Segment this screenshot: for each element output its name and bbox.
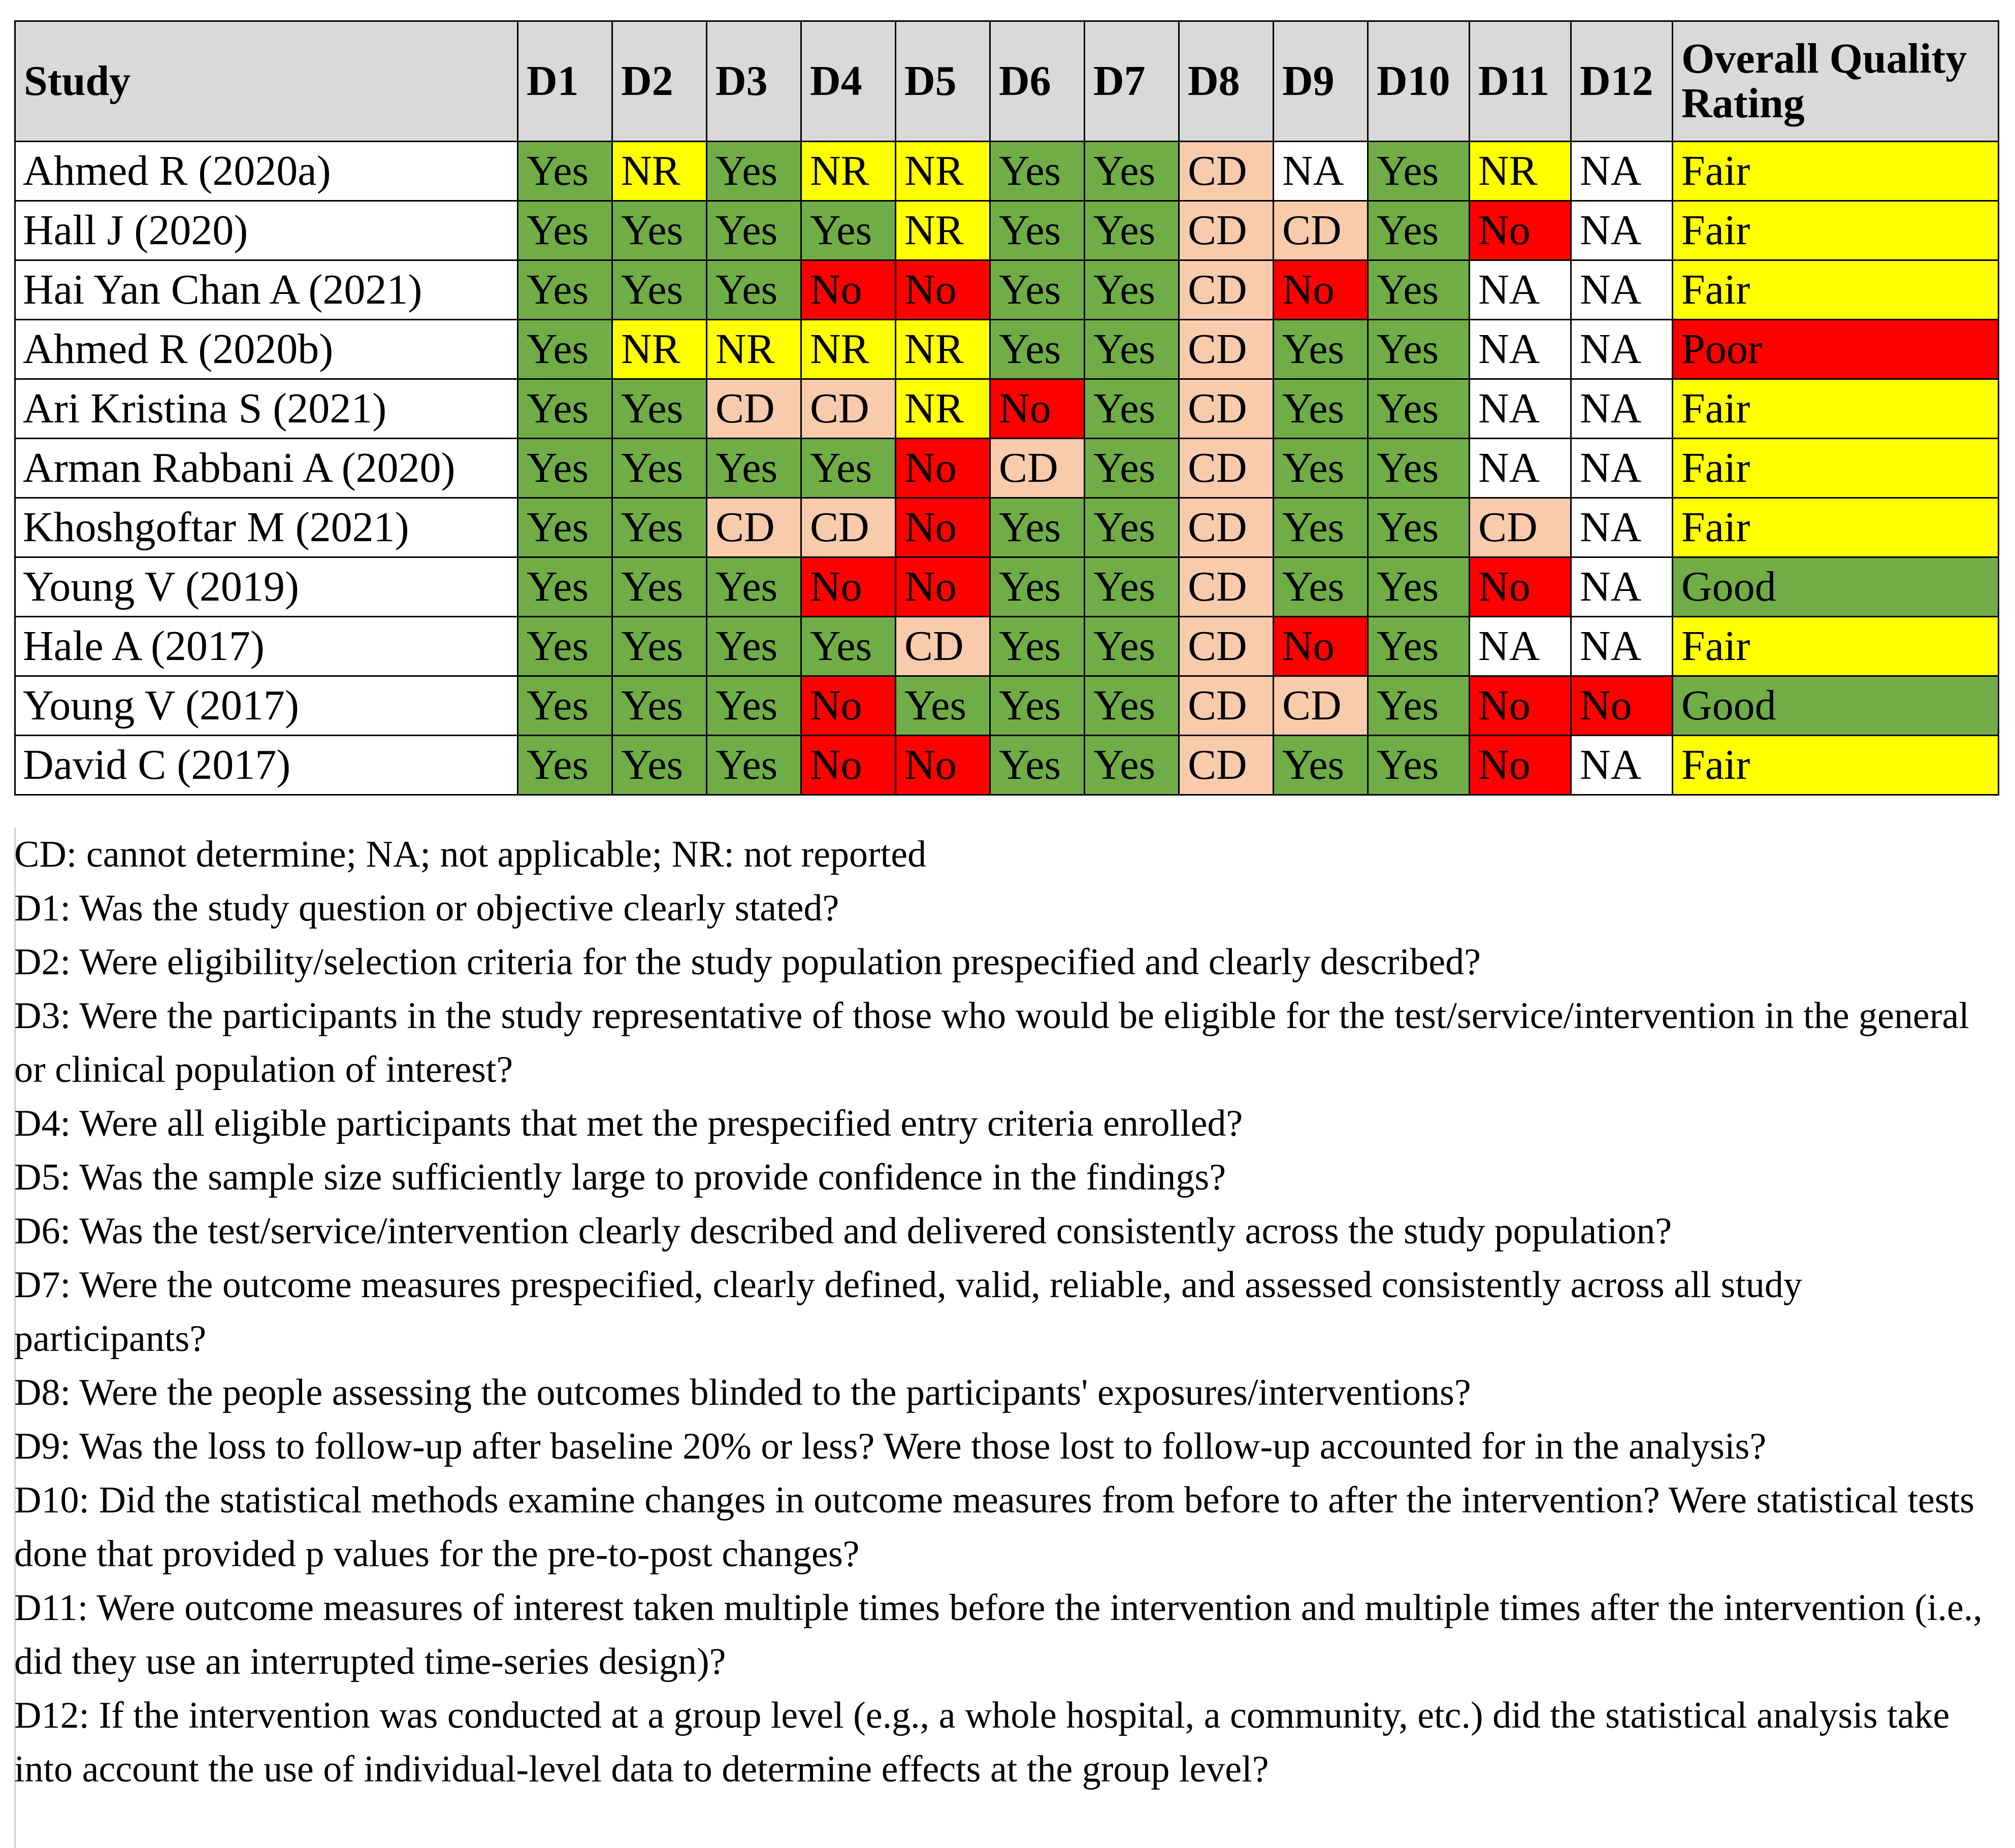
- rating-cell-d10: Yes: [1368, 498, 1470, 557]
- rating-cell-d9: Yes: [1274, 498, 1368, 557]
- rating-cell-d3: Yes: [707, 201, 801, 260]
- rating-cell-d10: Yes: [1368, 260, 1470, 320]
- rating-cell-d11: No: [1470, 201, 1571, 260]
- rating-cell-d10: Yes: [1368, 142, 1470, 201]
- rating-cell-d7: Yes: [1085, 320, 1179, 379]
- rating-cell-d8: CD: [1179, 617, 1274, 676]
- rating-cell-d10: Yes: [1368, 201, 1470, 260]
- overall-rating-cell: Good: [1673, 557, 1999, 617]
- rating-cell-d9: Yes: [1274, 736, 1368, 795]
- domain-definition: D10: Did the statistical methods examine changes in outcome measures from before to after the intervention? Were statistical tests done that provided p values for the pre-to-post changes?: [14, 1479, 1975, 1575]
- rating-cell-d7: Yes: [1085, 498, 1179, 557]
- rating-cell-d2: Yes: [612, 557, 707, 617]
- overall-rating-cell: Fair: [1673, 736, 1999, 795]
- overall-rating-cell: Good: [1673, 676, 1999, 736]
- rating-cell-d2: Yes: [612, 260, 707, 320]
- table-row: [15, 498, 1999, 557]
- rating-cell-d4: No: [801, 736, 896, 795]
- rating-cell-d8: CD: [1179, 379, 1274, 439]
- domain-definition: D7: Were the outcome measures prespecified, clearly defined, valid, reliable, and assessed consistently across all study participants?: [14, 1264, 1802, 1360]
- domain-definition: D12: If the intervention was conducted at a group level (e.g., a whole hospital, a community, etc.) did the statistical analysis take into account the use of individual-level data to determine effects at the group level?: [14, 1695, 1950, 1790]
- rating-cell-d8: CD: [1179, 736, 1274, 795]
- overall-rating-cell: Fair: [1673, 201, 1999, 260]
- overall-rating-cell: Fair: [1673, 498, 1999, 557]
- rating-cell-d3: Yes: [707, 736, 801, 795]
- rating-cell-d1: Yes: [518, 260, 612, 320]
- header-d11: D11: [1470, 21, 1571, 142]
- rating-cell-d8: CD: [1179, 201, 1274, 260]
- rating-cell-d6: Yes: [990, 617, 1085, 676]
- rating-cell-d6: Yes: [990, 736, 1085, 795]
- rating-cell-d1: Yes: [518, 142, 612, 201]
- study-name-cell: Ari Kristina S (2021): [15, 379, 518, 439]
- rating-cell-d12: NA: [1571, 736, 1673, 795]
- rating-cell-d8: CD: [1179, 676, 1274, 736]
- rating-cell-d6: Yes: [990, 557, 1085, 617]
- rating-cell-d5: No: [896, 498, 990, 557]
- rating-cell-d6: Yes: [990, 498, 1085, 557]
- table-row: [15, 736, 1999, 795]
- header-overall-quality-rating: Overall Quality Rating: [1673, 21, 1999, 142]
- rating-cell-d11: No: [1470, 557, 1571, 617]
- header-d1: D1: [518, 21, 612, 142]
- domain-definition: D2: Were eligibility/selection criteria for the study population prespecified and clearly described?: [14, 941, 1481, 983]
- rating-cell-d12: NA: [1571, 201, 1673, 260]
- rating-cell-d6: No: [990, 379, 1085, 439]
- rating-cell-d1: Yes: [518, 676, 612, 736]
- rating-cell-d5: No: [896, 439, 990, 498]
- rating-cell-d7: Yes: [1085, 201, 1179, 260]
- header-d5: D5: [896, 21, 990, 142]
- rating-cell-d4: Yes: [801, 201, 896, 260]
- header-d2: D2: [612, 21, 707, 142]
- rating-cell-d2: Yes: [612, 201, 707, 260]
- rating-cell-d9: CD: [1274, 201, 1368, 260]
- rating-cell-d10: Yes: [1368, 439, 1470, 498]
- rating-cell-d7: Yes: [1085, 676, 1179, 736]
- overall-rating-cell: Fair: [1673, 439, 1999, 498]
- rating-cell-d1: Yes: [518, 379, 612, 439]
- study-name-cell: Hall J (2020): [15, 201, 518, 260]
- domain-definition: D6: Was the test/service/intervention clearly described and delivered consistently across the study population?: [14, 1210, 1672, 1252]
- rating-cell-d9: No: [1274, 260, 1368, 320]
- rating-cell-d4: No: [801, 676, 896, 736]
- rating-cell-d9: Yes: [1274, 379, 1368, 439]
- rating-cell-d11: No: [1470, 736, 1571, 795]
- study-name-cell: Young V (2019): [15, 557, 518, 617]
- rating-cell-d5: No: [896, 736, 990, 795]
- rating-cell-d7: Yes: [1085, 439, 1179, 498]
- rating-cell-d7: Yes: [1085, 617, 1179, 676]
- rating-cell-d5: NR: [896, 320, 990, 379]
- rating-cell-d6: Yes: [990, 142, 1085, 201]
- header-study: Study: [15, 21, 518, 142]
- rating-cell-d9: NA: [1274, 142, 1368, 201]
- rating-cell-d5: No: [896, 260, 990, 320]
- rating-cell-d5: NR: [896, 201, 990, 260]
- rating-cell-d4: CD: [801, 379, 896, 439]
- rating-cell-d5: CD: [896, 617, 990, 676]
- rating-cell-d8: CD: [1179, 142, 1274, 201]
- quality-assessment-figure: [14, 20, 1998, 1790]
- rating-cell-d12: NA: [1571, 260, 1673, 320]
- rating-cell-d4: NR: [801, 142, 896, 201]
- rating-cell-d12: NA: [1571, 557, 1673, 617]
- study-name-cell: Khoshgoftar M (2021): [15, 498, 518, 557]
- study-name-cell: Hai Yan Chan A (2021): [15, 260, 518, 320]
- domain-definition: D3: Were the participants in the study representative of those who would be eligible for the test/service/intervention in the general or clinical population of interest?: [14, 995, 1969, 1091]
- study-name-cell: Hale A (2017): [15, 617, 518, 676]
- rating-cell-d3: Yes: [707, 617, 801, 676]
- rating-cell-d11: NA: [1470, 439, 1571, 498]
- rating-cell-d12: No: [1571, 676, 1673, 736]
- table-footnotes: [14, 828, 1998, 1796]
- study-name-cell: Young V (2017): [15, 676, 518, 736]
- rating-cell-d12: NA: [1571, 617, 1673, 676]
- table-row: [15, 676, 1999, 736]
- rating-cell-d2: Yes: [612, 676, 707, 736]
- rating-cell-d2: Yes: [612, 498, 707, 557]
- rating-cell-d12: NA: [1571, 498, 1673, 557]
- header-d6: D6: [990, 21, 1085, 142]
- rating-cell-d6: Yes: [990, 201, 1085, 260]
- rating-cell-d3: Yes: [707, 142, 801, 201]
- domain-definition: D1: Was the study question or objective clearly stated?: [14, 887, 839, 929]
- rating-cell-d5: Yes: [896, 676, 990, 736]
- rating-cell-d12: NA: [1571, 142, 1673, 201]
- rating-cell-d1: Yes: [518, 201, 612, 260]
- study-name-cell: Arman Rabbani A (2020): [15, 439, 518, 498]
- rating-cell-d10: Yes: [1368, 736, 1470, 795]
- rating-cell-d9: No: [1274, 617, 1368, 676]
- rating-cell-d2: Yes: [612, 379, 707, 439]
- rating-cell-d3: Yes: [707, 439, 801, 498]
- abbreviation-legend: CD: cannot determine; NA; not applicable; NR: not reported: [14, 834, 927, 875]
- rating-cell-d11: NA: [1470, 320, 1571, 379]
- rating-cell-d2: NR: [612, 320, 707, 379]
- rating-cell-d7: Yes: [1085, 557, 1179, 617]
- rating-cell-d10: Yes: [1368, 320, 1470, 379]
- header-d4: D4: [801, 21, 896, 142]
- domain-definition: D8: Were the people assessing the outcomes blinded to the participants' exposures/interventions?: [14, 1372, 1471, 1413]
- rating-cell-d11: NA: [1470, 260, 1571, 320]
- rating-cell-d1: Yes: [518, 439, 612, 498]
- header-d7: D7: [1085, 21, 1179, 142]
- rating-cell-d7: Yes: [1085, 260, 1179, 320]
- overall-rating-cell: Fair: [1673, 260, 1999, 320]
- table-row: [15, 617, 1999, 676]
- rating-cell-d2: Yes: [612, 736, 707, 795]
- rating-cell-d12: NA: [1571, 379, 1673, 439]
- rating-cell-d5: NR: [896, 379, 990, 439]
- rating-cell-d2: NR: [612, 142, 707, 201]
- rating-cell-d1: Yes: [518, 736, 612, 795]
- rating-cell-d10: Yes: [1368, 617, 1470, 676]
- rating-cell-d6: Yes: [990, 260, 1085, 320]
- rating-cell-d5: No: [896, 557, 990, 617]
- rating-cell-d11: CD: [1470, 498, 1571, 557]
- rating-cell-d9: CD: [1274, 676, 1368, 736]
- domain-definition: D5: Was the sample size sufficiently large to provide confidence in the findings?: [14, 1157, 1226, 1198]
- rating-cell-d7: Yes: [1085, 142, 1179, 201]
- rating-cell-d10: Yes: [1368, 557, 1470, 617]
- rating-cell-d9: Yes: [1274, 320, 1368, 379]
- rating-cell-d7: Yes: [1085, 379, 1179, 439]
- rating-cell-d3: Yes: [707, 676, 801, 736]
- rating-cell-d4: NR: [801, 320, 896, 379]
- rating-cell-d10: Yes: [1368, 676, 1470, 736]
- overall-rating-cell: Fair: [1673, 379, 1999, 439]
- overall-rating-cell: Fair: [1673, 142, 1999, 201]
- rating-cell-d3: Yes: [707, 260, 801, 320]
- domain-definition: D9: Was the loss to follow-up after baseline 20% or less? Were those lost to follow-up accounted for in the analysis?: [14, 1426, 1767, 1467]
- rating-cell-d10: Yes: [1368, 379, 1470, 439]
- rating-cell-d4: CD: [801, 498, 896, 557]
- domain-definition: D11: Were outcome measures of interest taken multiple times before the intervention and multiple times after the intervention (i.e., did they use an interrupted time-series design)?: [14, 1587, 1982, 1682]
- rating-cell-d9: Yes: [1274, 439, 1368, 498]
- rating-cell-d4: Yes: [801, 617, 896, 676]
- rating-cell-d11: No: [1470, 676, 1571, 736]
- header-d9: D9: [1274, 21, 1368, 142]
- rating-cell-d8: CD: [1179, 320, 1274, 379]
- rating-cell-d11: NA: [1470, 379, 1571, 439]
- table-row: [15, 320, 1999, 379]
- rating-cell-d8: CD: [1179, 557, 1274, 617]
- table-row: [15, 439, 1999, 498]
- rating-cell-d3: CD: [707, 379, 801, 439]
- rating-cell-d3: CD: [707, 498, 801, 557]
- header-d8: D8: [1179, 21, 1274, 142]
- rating-cell-d1: Yes: [518, 557, 612, 617]
- quality-table: [14, 20, 1999, 796]
- rating-cell-d11: NA: [1470, 617, 1571, 676]
- table-header-row: [15, 21, 1999, 142]
- rating-cell-d5: NR: [896, 142, 990, 201]
- rating-cell-d4: Yes: [801, 439, 896, 498]
- table-row: [15, 142, 1999, 201]
- overall-rating-cell: Fair: [1673, 617, 1999, 676]
- study-name-cell: Ahmed R (2020a): [15, 142, 518, 201]
- rating-cell-d12: NA: [1571, 439, 1673, 498]
- rating-cell-d3: NR: [707, 320, 801, 379]
- rating-cell-d8: CD: [1179, 439, 1274, 498]
- rating-cell-d11: NR: [1470, 142, 1571, 201]
- table-row: [15, 379, 1999, 439]
- study-name-cell: David C (2017): [15, 736, 518, 795]
- rating-cell-d1: Yes: [518, 617, 612, 676]
- rating-cell-d9: Yes: [1274, 557, 1368, 617]
- rating-cell-d12: NA: [1571, 320, 1673, 379]
- rating-cell-d2: Yes: [612, 439, 707, 498]
- table-row: [15, 260, 1999, 320]
- rating-cell-d4: No: [801, 557, 896, 617]
- rating-cell-d3: Yes: [707, 557, 801, 617]
- rating-cell-d7: Yes: [1085, 736, 1179, 795]
- table-row: [15, 557, 1999, 617]
- header-d10: D10: [1368, 21, 1470, 142]
- domain-definition: D4: Were all eligible participants that met the prespecified entry criteria enrolled?: [14, 1103, 1243, 1144]
- rating-cell-d8: CD: [1179, 260, 1274, 320]
- rating-cell-d6: Yes: [990, 320, 1085, 379]
- table-body: [15, 142, 1999, 795]
- rating-cell-d8: CD: [1179, 498, 1274, 557]
- rating-cell-d2: Yes: [612, 617, 707, 676]
- overall-rating-cell: Poor: [1673, 320, 1999, 379]
- rating-cell-d6: CD: [990, 439, 1085, 498]
- header-d12: D12: [1571, 21, 1673, 142]
- rating-cell-d6: Yes: [990, 676, 1085, 736]
- rating-cell-d1: Yes: [518, 498, 612, 557]
- study-name-cell: Ahmed R (2020b): [15, 320, 518, 379]
- rating-cell-d4: No: [801, 260, 896, 320]
- rating-cell-d1: Yes: [518, 320, 612, 379]
- table-row: [15, 201, 1999, 260]
- header-d3: D3: [707, 21, 801, 142]
